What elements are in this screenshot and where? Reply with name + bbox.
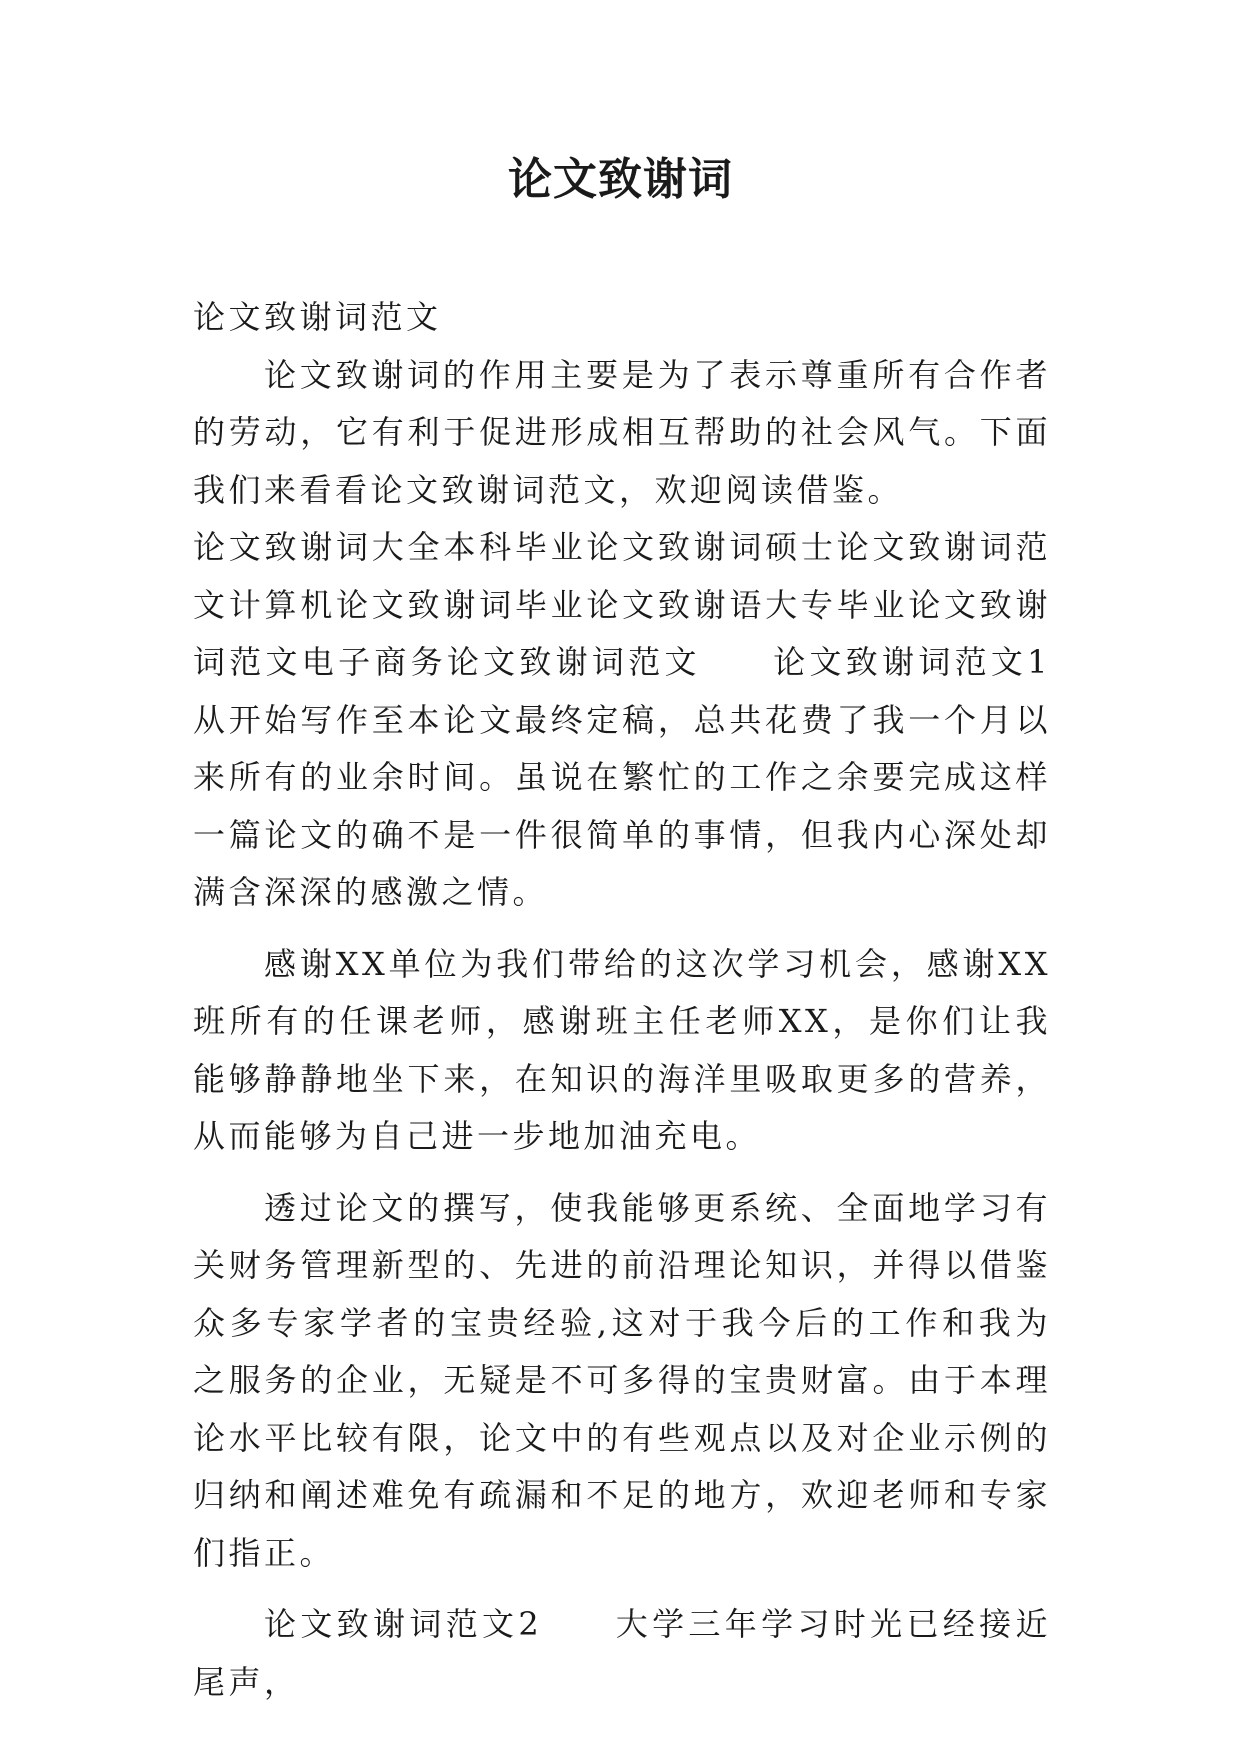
- list-and-sample-1-paragraph: 论文致谢词大全本科毕业论文致谢词硕士论文致谢词范文计算机论文致谢词毕业论文致谢语大专毕业论文致谢词范文电子商务论文致谢词范文 论文致谢词范文1 从开始写作至本论文最终定稿，总共花费了我一个月以来所有的业余时间。虽说在繁忙的工作之余要完成这样一篇论文的确不是一件很简单的事情，但我内心深处却满含深深的感激之情。: [193, 528, 1123, 911]
- thesis-writing-paragraph: 透过论文的撰写，使我能够更系统、全面地学习有关财务管理新型的、先进的前沿理论知识，并得以借鉴众多专家学者的宝贵经验,这对于我今后的工作和我为之服务的企业，无疑是不可多得的宝贵财富。由于本理论水平比较有限，论文中的有些观点以及对企业示例的归纳和阐述难免有疏漏和不足的地方，欢迎老师和专家们指正。: [193, 1188, 1051, 1572]
- sample-2-paragraph: 论文致谢词范文2 大学三年学习时光已经接近尾声，: [193, 1605, 1051, 1701]
- thanks-paragraph: 感谢XX单位为我们带给的这次学习机会，感谢XX班所有的任课老师，感谢班主任老师XX，是你们让我能够静静地坐下来，在知识的海洋里吸取更多的营养，从而能够为自己进一步地加油充电。: [193, 944, 1051, 1155]
- intro-paragraph: 论文致谢词的作用主要是为了表示尊重所有合作者的劳动，它有利于促进形成相互帮助的社会风气。下面我们来看看论文致谢词范文，欢迎阅读借鉴。: [193, 355, 1051, 509]
- document-title: 论文致谢词: [508, 154, 733, 205]
- section-heading: 论文致谢词范文: [193, 298, 442, 336]
- document-body: [193, 289, 1123, 1711]
